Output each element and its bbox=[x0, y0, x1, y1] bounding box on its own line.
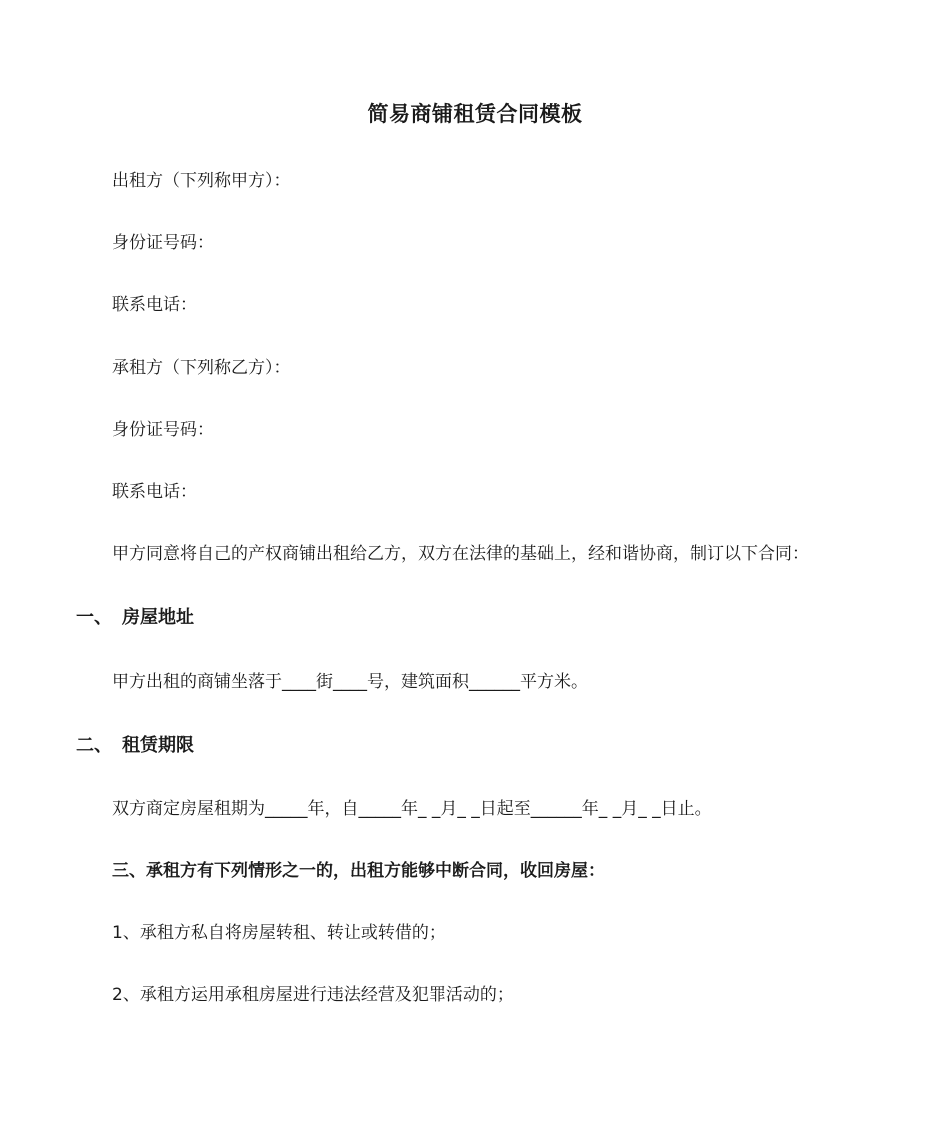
address-paragraph: 甲方出租的商铺坐落于____街____号，建筑面积______平方米。 bbox=[112, 672, 588, 692]
section-heading-term bbox=[76, 732, 194, 760]
lessee-label: 承租方（下列称乙方）： bbox=[112, 358, 291, 378]
section-number: 一、 bbox=[76, 607, 112, 628]
section-title: 房屋地址 bbox=[122, 607, 194, 628]
section-number: 二、 bbox=[76, 735, 112, 756]
intro-paragraph: 甲方同意将自己的产权商铺出租给乙方，双方在法律的基础上，经和谐协商，制订以下合同： bbox=[112, 544, 809, 564]
list-item: 2、承租方运用承租房屋进行违法经营及犯罪活动的； bbox=[112, 985, 514, 1005]
section-heading-address bbox=[76, 604, 194, 632]
lessor-label: 出租方（下列称甲方）： bbox=[112, 171, 291, 191]
lessor-id-label: 身份证号码： bbox=[112, 233, 214, 253]
list-item: 1、承租方私自将房屋转租、转让或转借的； bbox=[112, 923, 446, 943]
document-title: 简易商铺租赁合同模板 bbox=[367, 102, 583, 126]
lessee-phone-label: 联系电话： bbox=[112, 482, 197, 502]
lessee-id-label: 身份证号码： bbox=[112, 420, 214, 440]
section-title: 租赁期限 bbox=[122, 735, 194, 756]
lessor-phone-label: 联系电话： bbox=[112, 295, 197, 315]
section-heading-termination: 三、承租方有下列情形之一的，出租方能够中断合同，收回房屋： bbox=[112, 861, 605, 881]
term-paragraph: 双方商定房屋租期为_____年，自_____年_ _月_ _日起至______年_ _月_ _日止。 bbox=[112, 799, 712, 819]
